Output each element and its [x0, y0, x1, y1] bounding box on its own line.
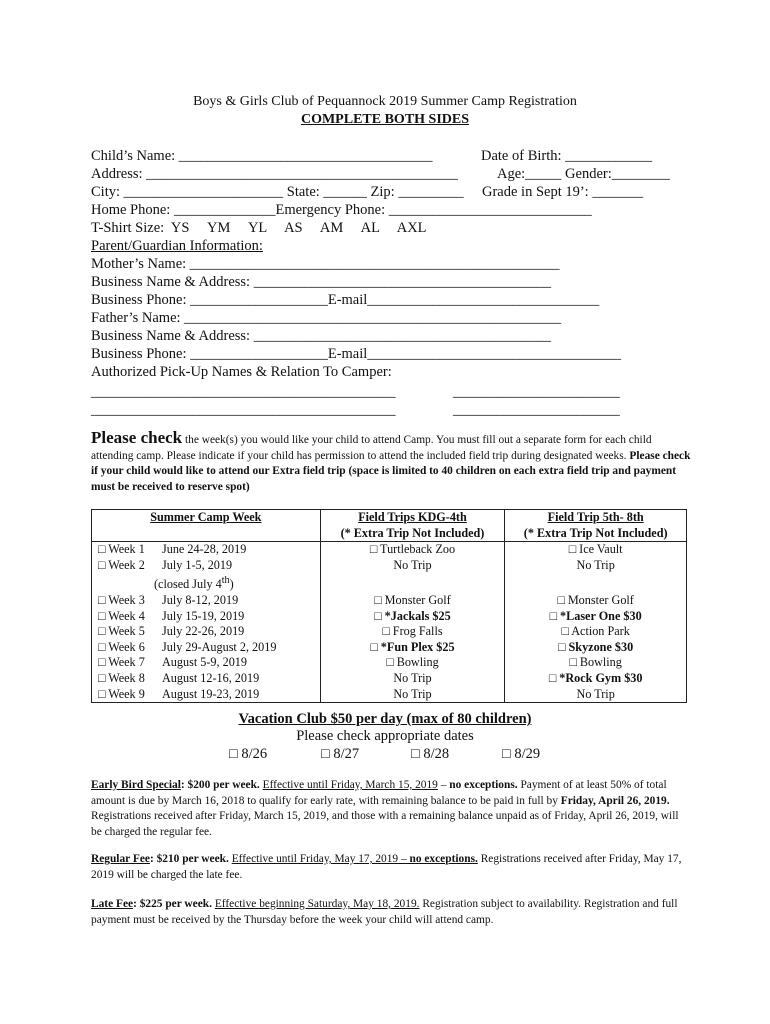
week-dates: July 8-12, 2019 [162, 593, 239, 608]
regular-fee-paragraph [91, 852, 685, 883]
older-trip-cell[interactable]: No Trip [505, 687, 687, 703]
kdg-trip-cell[interactable]: □ *Jackals $25 [320, 609, 505, 625]
tshirt-size-options[interactable]: T-Shirt Size: YS YM YL AS AM AL AXL [91, 220, 427, 236]
older-trip-cell[interactable]: □ Ice Vault [505, 542, 687, 558]
regular-fee-effective: Effective until Friday, May 17, 2019 – [231, 853, 410, 865]
week-dates: June 24-28, 2019 [162, 542, 247, 557]
week-dates: July 22-26, 2019 [162, 624, 245, 639]
kdg-trip-cell[interactable]: □ Turtleback Zoo [320, 542, 505, 558]
father-business-phone-field[interactable]: Business Phone: ___________________E-mail___________________________________ [91, 346, 622, 362]
mother-business-field[interactable]: Business Name & Address: _________________________________________ [91, 274, 551, 290]
older-trip-cell[interactable]: □ Skyzone $30 [505, 640, 687, 656]
week-cell[interactable] [92, 609, 321, 625]
parent-guardian-heading: Parent/Guardian Information: [91, 238, 263, 254]
table-row [92, 687, 687, 703]
week-cell[interactable] [92, 624, 321, 640]
week-cell[interactable] [92, 671, 321, 687]
instructions-text: the week(s) you would like your child to attend Camp. You must fill out a separate form for each child attending camp. Please indicate if your child has permission to attend the included field trip during designated weeks. [91, 434, 652, 462]
kdg-trip-cell[interactable]: □ Monster Golf [320, 593, 505, 609]
week-label: Week 7 [108, 655, 145, 670]
kdg-trip-cell[interactable]: No Trip [320, 671, 505, 687]
older-trip-label: No Trip [576, 557, 615, 572]
form-subtitle: COMPLETE BOTH SIDES [300, 112, 470, 127]
closed-note: (closed July 4th) [154, 575, 234, 592]
week-checkbox[interactable]: □ [98, 686, 106, 701]
late-fee-paragraph [91, 897, 685, 928]
older-trip-cell[interactable]: □ *Laser One $30 [505, 609, 687, 625]
week-label: Week 9 [108, 686, 145, 701]
vacation-date-8-28-checkbox[interactable]: □ 8/28 [411, 746, 450, 762]
week-cell[interactable] [92, 640, 321, 656]
father-business-field[interactable]: Business Name & Address: _________________________________________ [91, 328, 551, 344]
camp-weeks-table [91, 509, 687, 703]
late-fee-price: : $225 per week. [133, 898, 212, 910]
week-checkbox[interactable]: □ [98, 639, 106, 654]
vacation-club-subtitle: Please check appropriate dates [296, 728, 474, 744]
date-of-birth-field[interactable]: Date of Birth: ____________ [481, 148, 653, 164]
kdg-trip-cell[interactable]: □ Bowling [320, 655, 505, 671]
older-trips-column-header: Field Trip 5th- 8th (* Extra Trip Not Included) [505, 510, 687, 542]
pickup-line-1-right[interactable]: _______________________ [453, 384, 620, 400]
please-check-lead: Please check [91, 428, 183, 447]
pickup-label: Authorized Pick-Up Names & Relation To Camper: [91, 364, 392, 380]
week-dates: August 5-9, 2019 [162, 655, 247, 670]
pickup-line-2-right[interactable]: _______________________ [453, 402, 620, 418]
week-label: Week 8 [108, 671, 145, 685]
kdg-trip-cell[interactable]: □ *Fun Plex $25 [320, 640, 505, 656]
pickup-line-1-left[interactable]: __________________________________________ [91, 384, 396, 400]
early-bird-text-2: Registrations received after Friday, March 15, 2019, and those with a remaining balance unpaid as of Friday, April 26, 2019, will be charged the regular fee. [91, 810, 679, 838]
early-bird-effective: Effective until Friday, March 15, 2019 [262, 779, 438, 791]
regular-fee-text: Registrations received after Friday, May 17, 2019 will be charged the late fee. [91, 853, 682, 881]
week-label: Week 2 [108, 557, 145, 572]
older-trip-cell[interactable] [505, 558, 687, 593]
week-dates: July 15-19, 2019 [162, 608, 245, 623]
week-label: Week 6 [108, 639, 145, 654]
week-checkbox[interactable]: □ [98, 593, 106, 608]
week-cell[interactable] [92, 687, 321, 703]
vacation-date-8-29-checkbox[interactable]: □ 8/29 [502, 746, 541, 762]
pickup-line-2-left[interactable]: __________________________________________ [91, 402, 396, 418]
late-fee-text: Registration subject to availability. Registration and full payment must be received by the Thursday before the week your child will attend camp. [91, 898, 678, 926]
table-row [92, 542, 687, 558]
table-row [92, 640, 687, 656]
instructions-paragraph [91, 430, 691, 495]
early-bird-dash: – [437, 779, 450, 791]
grade-field[interactable]: Grade in Sept 19’: _______ [482, 184, 644, 200]
phone-fields[interactable]: Home Phone: ______________Emergency Phone: ____________________________ [91, 202, 592, 218]
week-label: Week 1 [108, 542, 145, 557]
form-title: Boys & Girls Club of Pequannock 2019 Summer Camp Registration [193, 94, 577, 109]
age-gender-field[interactable]: Age:_____ Gender:________ [497, 166, 670, 182]
week-label: Week 3 [108, 593, 145, 608]
week-dates: August 12-16, 2019 [162, 671, 260, 685]
early-bird-label: Early Bird Special [91, 779, 181, 791]
late-fee-effective: Effective beginning Saturday, May 18, 2019. [214, 898, 420, 910]
week-dates: July 29-August 2, 2019 [162, 639, 277, 654]
older-trip-cell[interactable]: □ Bowling [505, 655, 687, 671]
childs-name-field[interactable]: Child’s Name: ___________________________________ [91, 148, 433, 164]
table-row [92, 558, 687, 593]
early-bird-paragraph [91, 778, 685, 840]
older-trip-cell[interactable]: □ Action Park [505, 624, 687, 640]
week-cell[interactable] [92, 542, 321, 558]
table-row [92, 671, 687, 687]
week-checkbox[interactable]: □ [98, 608, 106, 623]
week-dates: August 19-23, 2019 [162, 686, 260, 701]
regular-fee-no-exceptions: no exceptions. [409, 853, 478, 865]
kdg-trip-cell[interactable]: □ Frog Falls [320, 624, 505, 640]
week-cell[interactable] [92, 558, 321, 593]
early-bird-deadline: Friday, April 26, 2019. [560, 794, 670, 807]
older-trip-cell[interactable]: □ *Rock Gym $30 [505, 671, 687, 687]
instructions-bold-text: Please check if your child would like to attend our Extra field trip (space is limited to 40 children on each extra field trip and payment must be received to reserve spot) [91, 449, 691, 493]
older-trip-cell[interactable]: □ Monster Golf [505, 593, 687, 609]
mother-business-phone-field[interactable]: Business Phone: ___________________E-mail________________________________ [91, 292, 600, 308]
early-bird-no-exceptions: no exceptions. [449, 779, 518, 791]
late-fee-label: Late Fee [91, 898, 134, 910]
kdg-trip-cell[interactable] [320, 558, 505, 593]
week-checkbox[interactable]: □ [98, 542, 106, 557]
week-checkbox[interactable]: □ [98, 624, 106, 639]
week-column-header: Summer Camp Week [92, 510, 321, 542]
table-row [92, 593, 687, 609]
week-checkbox[interactable]: □ [98, 655, 106, 670]
vacation-date-8-26-checkbox[interactable]: □ 8/26 [229, 746, 268, 762]
city-state-zip-field[interactable]: City: ______________________ State: ______ Zip: _________ [91, 184, 464, 200]
kdg-trips-column-header: Field Trips KDG-4th (* Extra Trip Not Included) [320, 510, 505, 542]
week-cell[interactable] [92, 655, 321, 671]
table-row [92, 655, 687, 671]
week-checkbox[interactable]: □ [98, 557, 106, 572]
mother-name-field[interactable]: Mother’s Name: ___________________________________________________ [91, 256, 560, 272]
vacation-date-8-27-checkbox[interactable]: □ 8/27 [321, 746, 360, 762]
early-bird-price: : $200 per week. [180, 779, 260, 791]
early-bird-text-1: Payment of at least 50% of total amount is due by March 16, 2018 to qualify for early rate, with remaining balance to be paid in full by [91, 779, 667, 807]
father-name-field[interactable]: Father’s Name: ____________________________________________________ [91, 310, 562, 326]
kdg-trip-cell[interactable]: No Trip [320, 687, 505, 703]
regular-fee-label: Regular Fee [91, 853, 150, 865]
table-row [92, 624, 687, 640]
table-header-row [92, 510, 687, 542]
week-checkbox[interactable]: □ [98, 671, 106, 685]
address-field[interactable]: Address: ___________________________________________ [91, 166, 458, 182]
week-cell[interactable] [92, 593, 321, 609]
week-dates: July 1-5, 2019 [162, 557, 233, 572]
vacation-club-title: Vacation Club $50 per day (max of 80 children) [238, 711, 532, 727]
week-label: Week 5 [108, 624, 145, 639]
regular-fee-price: : $210 per week. [149, 853, 229, 865]
week-label: Week 4 [108, 608, 145, 623]
table-row [92, 609, 687, 625]
kdg-trip-label: No Trip [393, 557, 432, 572]
